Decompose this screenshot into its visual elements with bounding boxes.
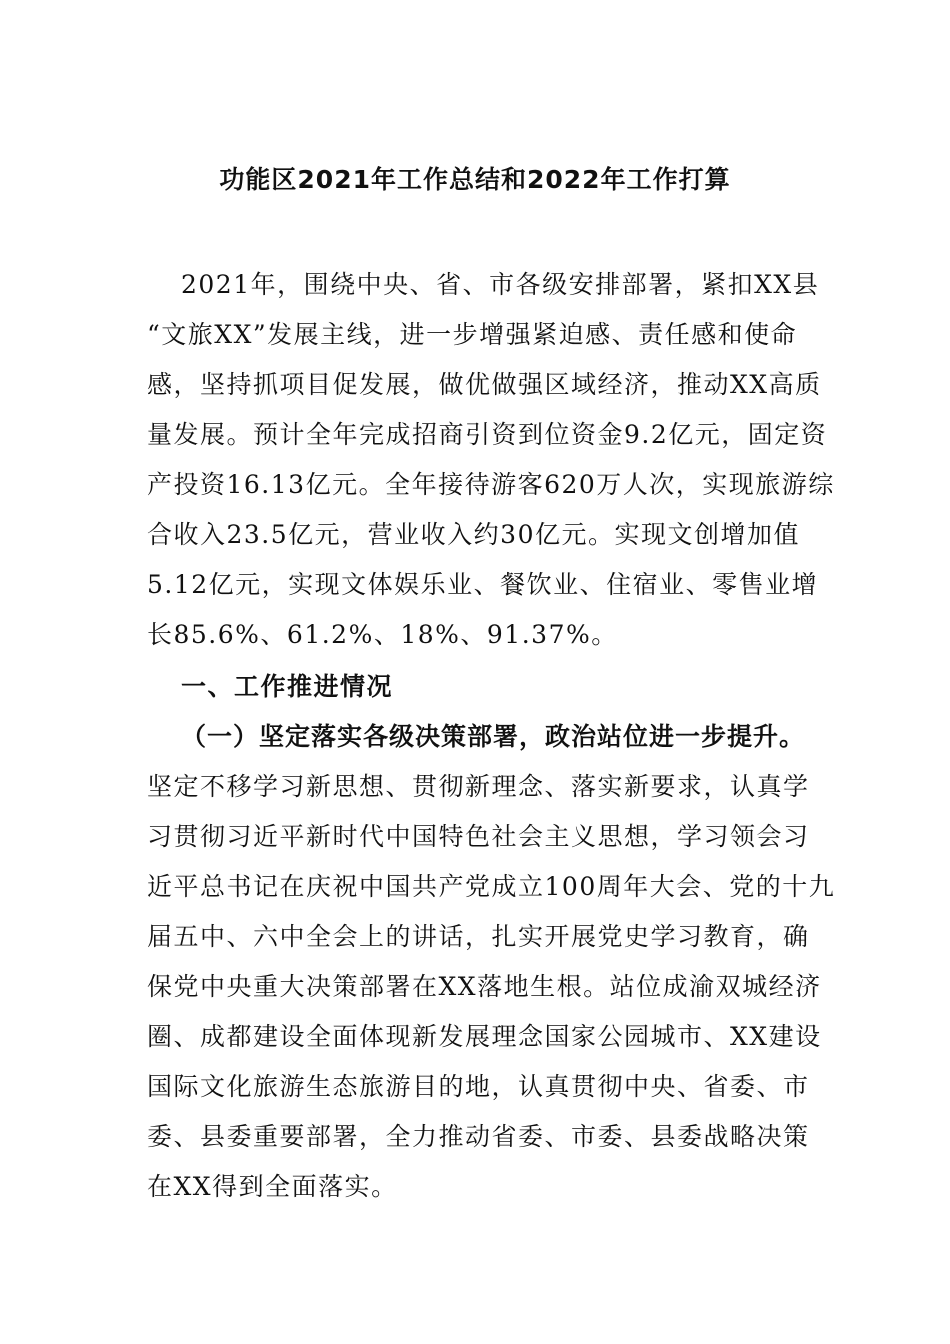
intro-line: 长85.6%、61.2%、18%、91.37%。: [147, 620, 618, 649]
body-line: 委、县委重要部署，全力推动省委、市委、县委战略决策: [147, 1122, 810, 1151]
subsection-heading: （一）坚定落实各级决策部署，政治站位进一步提升。: [181, 722, 806, 751]
intro-line: 量发展。预计全年完成招商引资到位资金9.2亿元，固定资: [147, 420, 828, 449]
intro-line: 5.12亿元，实现文体娱乐业、餐饮业、住宿业、零售业增: [147, 570, 819, 599]
body-line: 圈、成都建设全面体现新发展理念国家公园城市、XX建设: [147, 1022, 822, 1051]
body-line: 近平总书记在庆祝中国共产党成立100周年大会、党的十九: [147, 872, 836, 901]
section-heading: 一、工作推进情况: [181, 672, 394, 701]
body-line: 届五中、六中全会上的讲话，扎实开展党史学习教育，确: [147, 922, 810, 951]
intro-line: 产投资16.13亿元。全年接待游客620万人次，实现旅游综: [147, 470, 835, 499]
intro-line: 2021年，围绕中央、省、市各级安排部署，紧扣XX县: [181, 270, 820, 299]
intro-line: 合收入23.5亿元，营业收入约30亿元。实现文创增加值: [147, 520, 800, 549]
body-line: 保党中央重大决策部署在XX落地生根。站位成渝双城经济: [147, 972, 822, 1001]
document-title: 功能区2021年工作总结和2022年工作打算: [219, 165, 731, 194]
intro-line: 感，坚持抓项目促发展，做优做强区域经济，推动XX高质: [147, 370, 822, 399]
intro-line: “文旅XX”发展主线，进一步增强紧迫感、责任感和使命: [147, 320, 798, 349]
body-line: 国际文化旅游生态旅游目的地，认真贯彻中央、省委、市: [147, 1072, 810, 1101]
body-line: 习贯彻习近平新时代中国特色社会主义思想，学习领会习: [147, 822, 810, 851]
body-line: 坚定不移学习新思想、贯彻新理念、落实新要求，认真学: [147, 772, 810, 801]
body-line: 在XX得到全面落实。: [147, 1172, 398, 1201]
